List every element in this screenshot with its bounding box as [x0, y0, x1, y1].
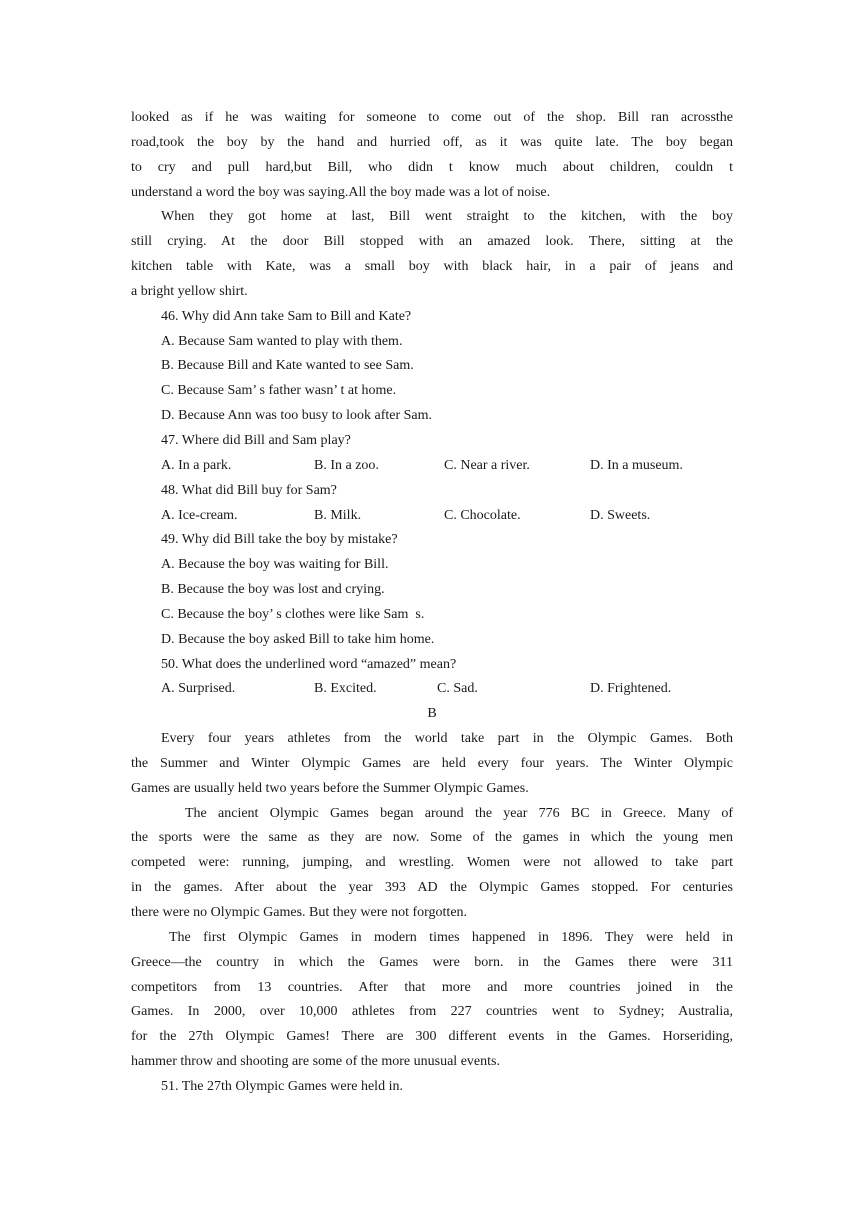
answer-option: C. Near a river.: [444, 457, 530, 473]
paragraph-line: there were no Olympic Games. But they were not forgotten.: [131, 905, 468, 920]
paragraph-line: still crying. At the door Bill stopped with an amazed look. There, sitting at the: [131, 234, 733, 250]
paragraph-line: Greece—the country in which the Games were born. in the Games there were 311: [131, 954, 733, 970]
paragraph-line: the Summer and Winter Olympic Games are held every four years. The Winter Olympic: [131, 755, 733, 771]
question-stem: 47. Where did Bill and Sam play?: [161, 432, 351, 448]
answer-option: D. Because the boy asked Bill to take him home.: [161, 631, 435, 647]
answer-options-row: [131, 504, 733, 529]
answer-option: A. Surprised.: [161, 681, 236, 697]
answer-option: C. Sad.: [437, 681, 478, 697]
answer-options-row: [131, 454, 733, 479]
paragraph-line: for the 27th Olympic Games! There are 300 different events in the Games. Horseriding,: [131, 1029, 733, 1045]
answer-option: B. Milk.: [314, 507, 362, 523]
paragraph-line: competitors from 13 countries. After that more and more countries joined in the: [131, 979, 733, 995]
paragraph-line: Games are usually held two years before the Summer Olympic Games.: [131, 780, 529, 796]
paragraph-line: Games. In 2000, over 10,000 athletes from 227 countries went to Sydney; Australia,: [131, 1004, 733, 1020]
answer-option: B. Because Bill and Kate wanted to see Sam.: [161, 358, 414, 374]
answer-option: C. Because Sam’ s father wasn’ t at home.: [161, 383, 397, 399]
answer-option: D. In a museum.: [590, 457, 683, 473]
paragraph-line: a bright yellow shirt.: [131, 283, 248, 299]
answer-option: D. Sweets.: [590, 507, 651, 523]
paragraph-line: When they got home at last, Bill went straight to the kitchen, with the boy: [161, 209, 733, 225]
answer-option: B. In a zoo.: [314, 457, 379, 473]
answer-option: A. In a park.: [161, 457, 232, 473]
paragraph-line: looked as if he was waiting for someone to come out of the shop. Bill ran acrossthe: [131, 110, 733, 125]
paragraph-line: road,took the boy by the hand and hurried off, as it was quite late. The boy began: [131, 134, 733, 150]
paragraph-line: understand a word the boy was saying.All the boy made was a lot of noise.: [131, 184, 551, 200]
paragraph-line: competed were: running, jumping, and wrestling. Women were not allowed to take part: [131, 855, 733, 871]
question-stem: 48. What did Bill buy for Sam?: [161, 482, 337, 498]
question-stem: 46. Why did Ann take Sam to Bill and Kate?: [161, 308, 412, 324]
question-stem: 50. What does the underlined word “amazed” mean?: [161, 656, 457, 672]
answer-option: A. Ice-cream.: [161, 507, 238, 523]
paragraph-line: hammer throw and shooting are some of the more unusual events.: [131, 1054, 500, 1070]
answer-option: A. Because the boy was waiting for Bill.: [161, 557, 389, 573]
question-stem: 51. The 27th Olympic Games were held in.: [161, 1078, 403, 1094]
paragraph-line: to cry and pull hard,but Bill, who didn t know much about children, couldn t: [131, 159, 733, 175]
paragraph-line: kitchen table with Kate, was a small boy with black hair, in a pair of jeans and: [131, 259, 733, 275]
paragraph-line: Every four years athletes from the world take part in the Olympic Games. Both: [161, 731, 733, 747]
document-page: [131, 106, 733, 1100]
answer-option: B. Because the boy was lost and crying.: [161, 582, 385, 598]
answer-option: A. Because Sam wanted to play with them.: [161, 333, 403, 349]
answer-option: B. Excited.: [314, 681, 377, 697]
answer-option: D. Frightened.: [590, 681, 672, 697]
answer-option: C. Chocolate.: [444, 507, 521, 523]
answer-option: D. Because Ann was too busy to look after Sam.: [161, 408, 433, 424]
paragraph-line: The first Olympic Games in modern times happened in 1896. They were held in: [169, 929, 733, 945]
answer-option: C. Because the boy’ s clothes were like Sam s.: [161, 606, 425, 622]
question-stem: 49. Why did Bill take the boy by mistake?: [161, 532, 398, 548]
section-heading: B: [427, 706, 437, 722]
paragraph-line: in the games. After about the year 393 AD the Olympic Games stopped. For centuries: [131, 880, 733, 896]
answer-options-row: [131, 677, 733, 702]
paragraph-line: the sports were the same as they are now. Some of the games in which the young men: [131, 830, 733, 846]
paragraph-line: The ancient Olympic Games began around the year 776 BC in Greece. Many of: [185, 805, 733, 821]
